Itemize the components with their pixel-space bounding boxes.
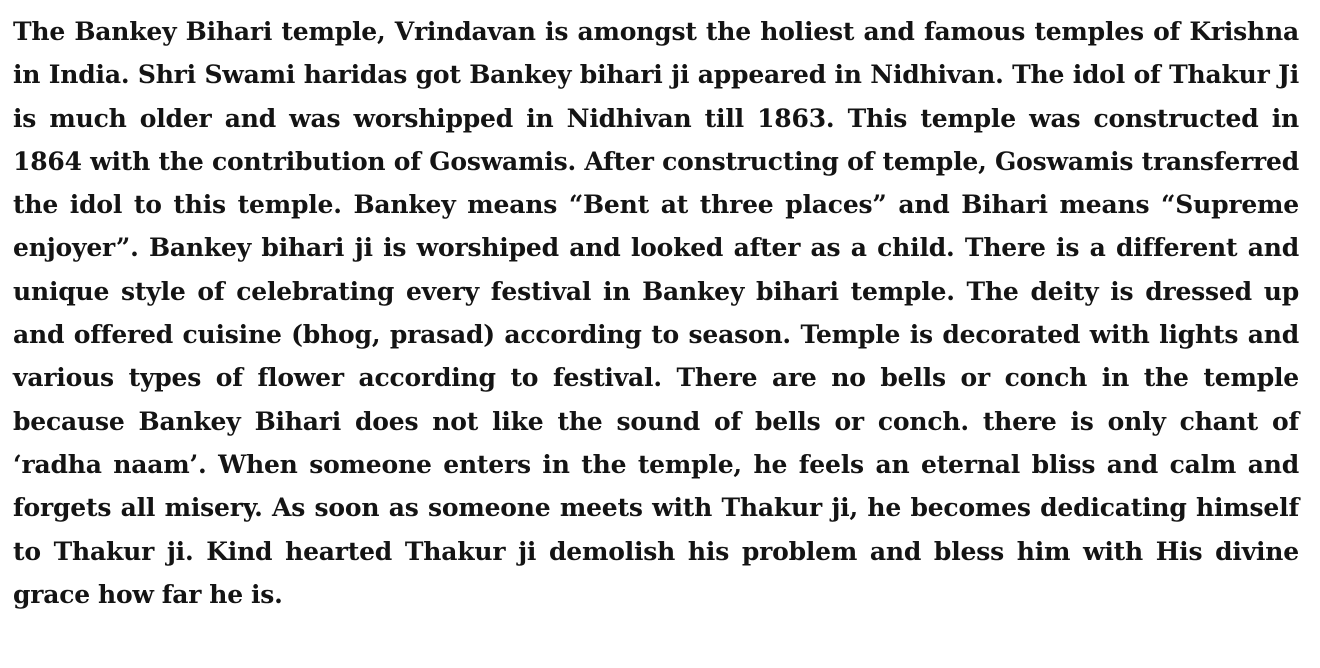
- paragraph-bankey-bihari-temple: The Bankey Bihari temple, Vrindavan is amongst the holiest and famous temples of Krishna in India. Shri Swami haridas got Bankey bihari ji appeared in Nidhivan. The idol of Thakur Ji is much older and was worshipped in Nidhivan till 1863. This temple was constructed in 1864 with the contribution of Goswamis. After constructing of temple, Goswamis transferred the idol to this temple. Bankey means “Bent at three places” and Bihari means “Supreme enjoyer”. Bankey bihari ji is worshiped and looked after as a child. There is a different and unique style of celebrating every festival in Bankey bihari temple. The deity is dressed up and offered cuisine (bhog, prasad) according to season. Temple is decorated with lights and various types of flower according to festival. There are no bells or conch in the temple because Bankey Bihari does not like the sound of bells or conch. there is only chant of ‘radha naam’. When someone enters in the temple, he feels an eternal bliss and calm and forgets all misery. As soon as someone meets with Thakur ji, he becomes dedicating himself to Thakur ji. Kind hearted Thakur ji demolish his problem and bless him with His divine grace how far he is.: [13, 17, 1299, 609]
- document-body: [13, 10, 1299, 616]
